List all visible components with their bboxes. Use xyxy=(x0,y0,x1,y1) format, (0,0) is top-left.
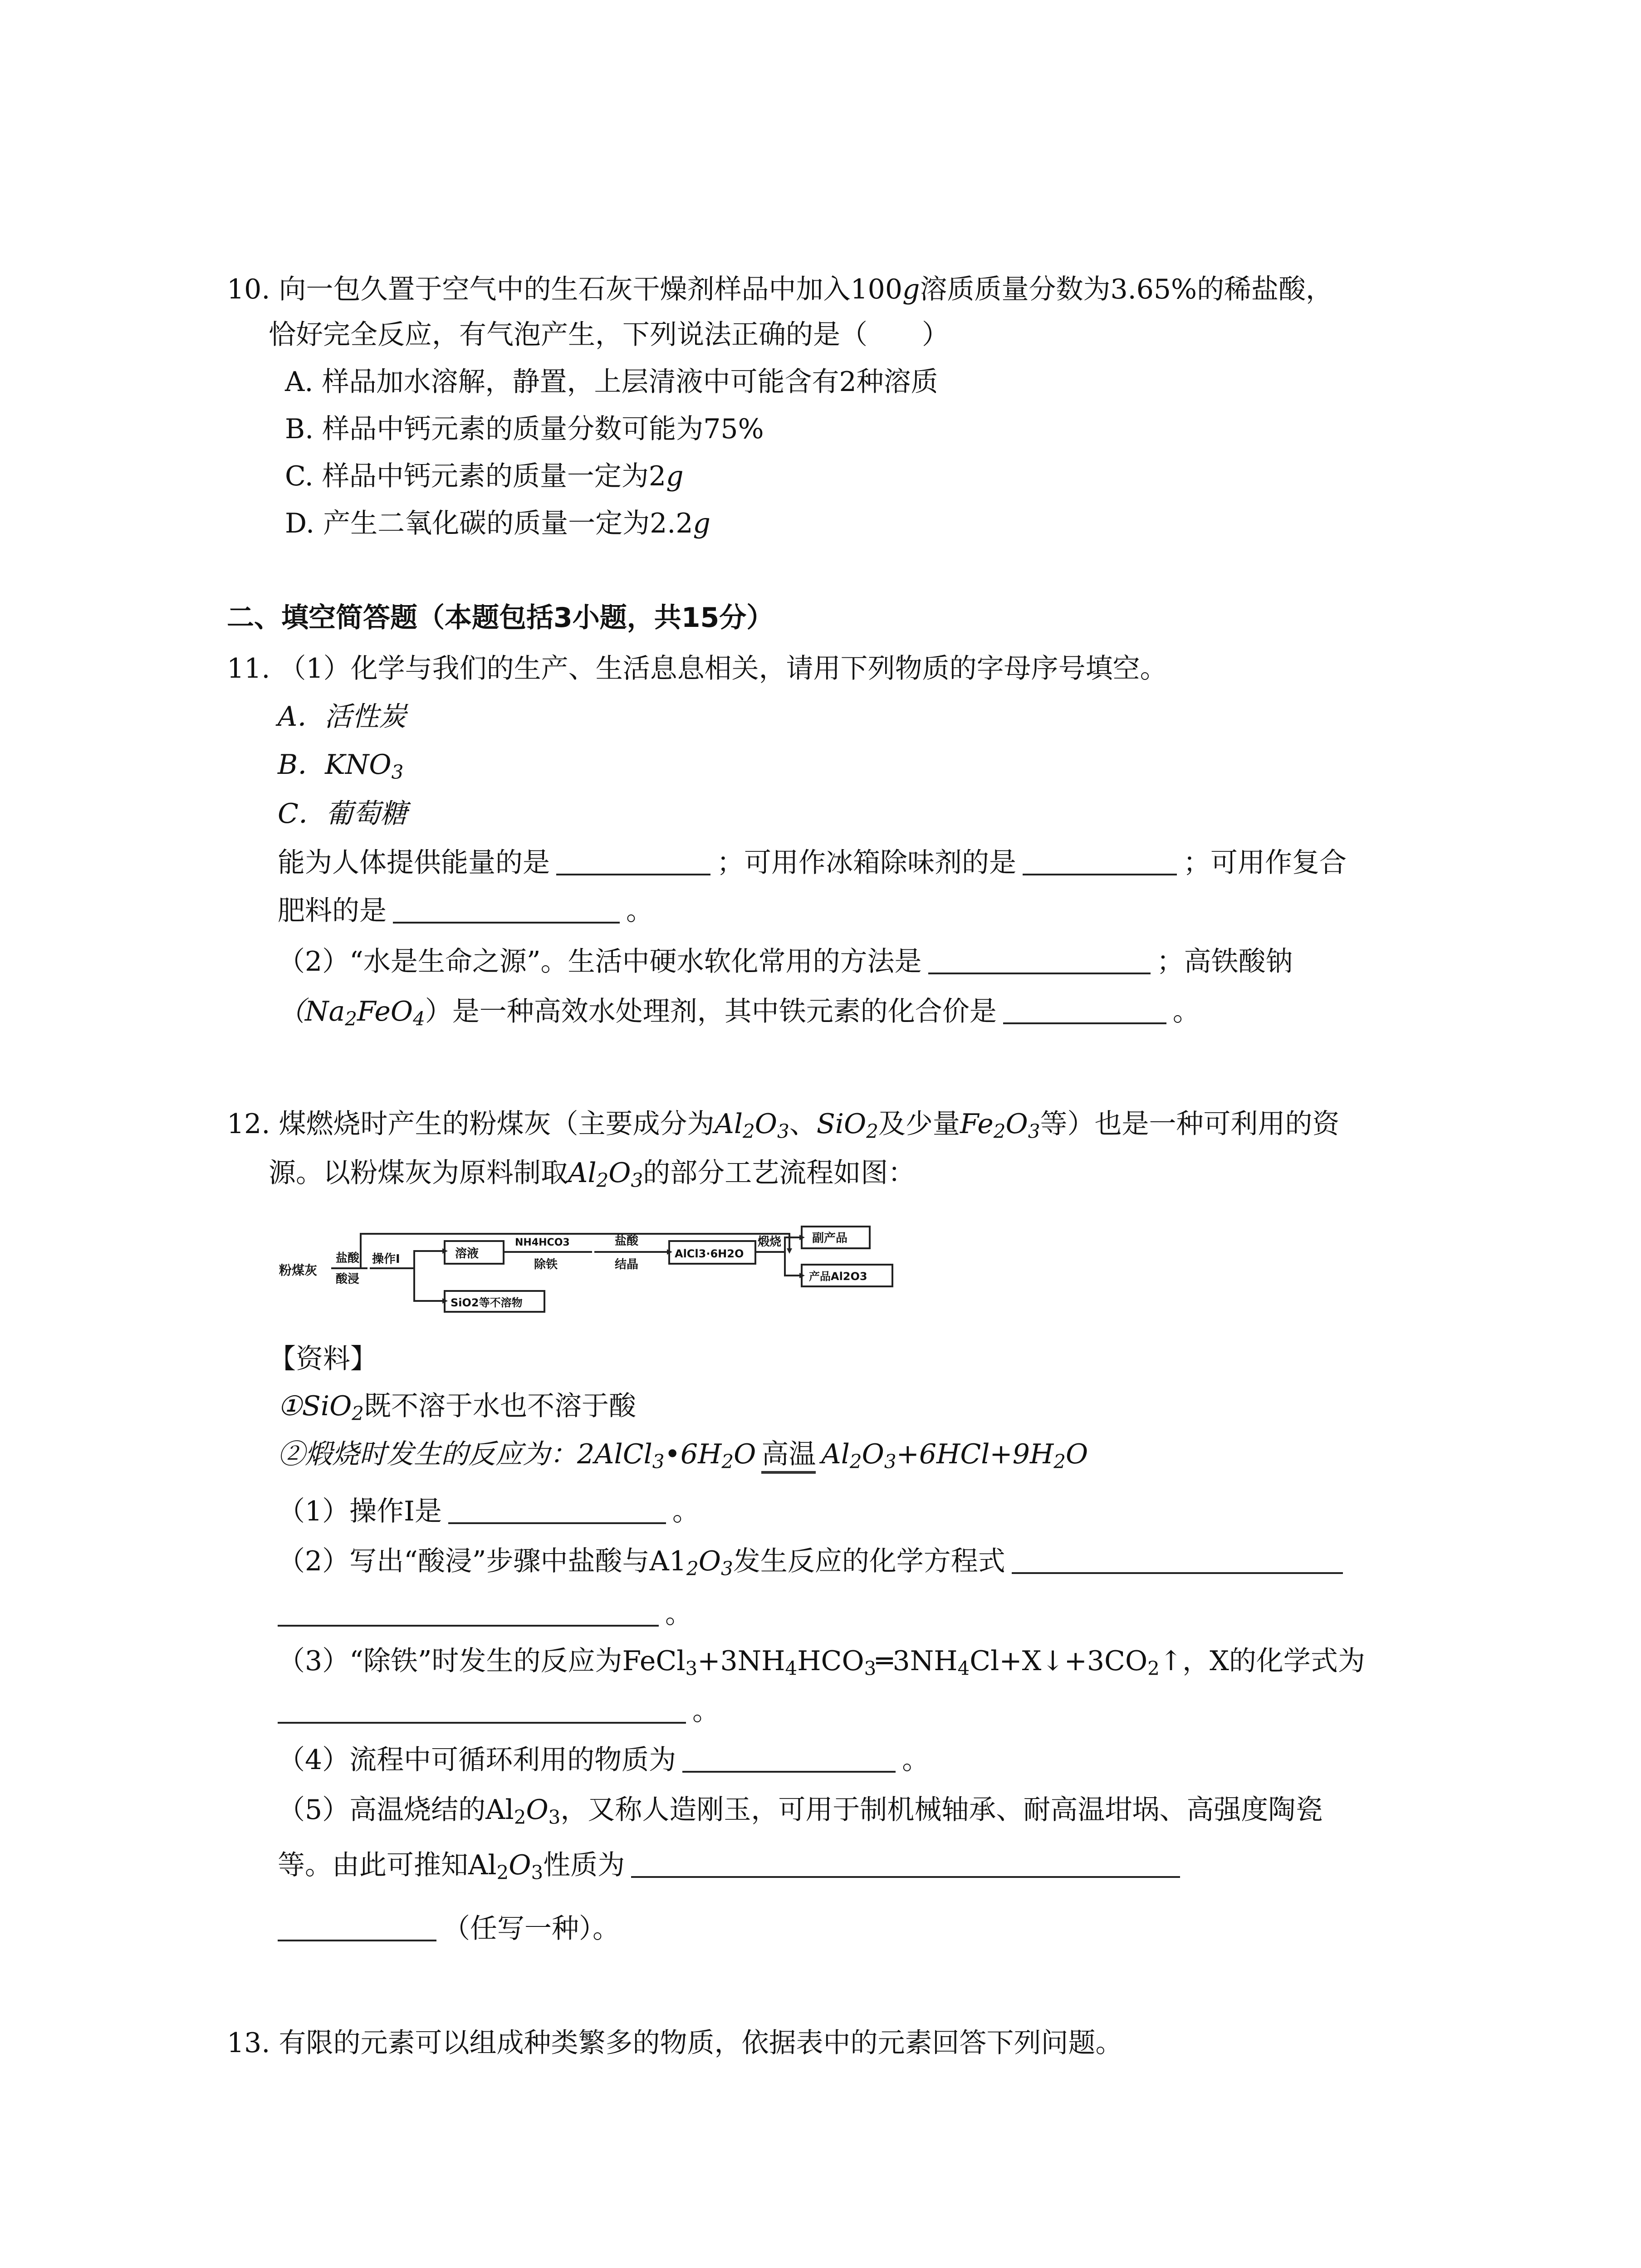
q10-line2: 恰好完全反应，有气泡产生，下列说法正确的是（ ） xyxy=(269,319,949,351)
q10-text3: 的稀盐酸， xyxy=(1197,274,1333,305)
q12-text4: 等）也是一种可利用的资 xyxy=(1040,1108,1340,1140)
s2-o: O xyxy=(698,1545,721,1577)
q12-sub5: （5）高温烧结的$Al_2O_3$，又称人造刚玉，可用于制机械轴承、耐高温坩埚、高强度陶瓷 xyxy=(278,1794,1323,1828)
answer-blank[interactable] xyxy=(1023,848,1177,875)
flow-fmh: 粉煤灰 xyxy=(279,1263,318,1278)
flow-rongye: 溶液 xyxy=(455,1247,479,1261)
s3-b: +3NH xyxy=(697,1645,785,1677)
q11-fill2-text: 肥料的是 xyxy=(278,895,387,927)
q12-text5: 源。以粉煤灰为原料制取 xyxy=(269,1157,568,1189)
q11-fill1-text: 能为人体提供能量的是 xyxy=(278,847,550,879)
flow-caozuo: 操作Ⅰ xyxy=(372,1252,400,1266)
q11-part2-text3: ）是一种高效水处理剂，其中铁元素的化合价是 xyxy=(425,996,997,1027)
q11-part2-text: （2）“水是生命之源”。生活中硬水软化常用的方法是 xyxy=(278,946,922,978)
s5-e: O xyxy=(509,1849,531,1881)
answer-blank[interactable] xyxy=(1012,1547,1343,1574)
s5-c: ，又称人造刚玉，可用于制机械轴承、耐高温坩埚、高强度陶瓷 xyxy=(560,1794,1323,1826)
q10-text: 10. 向一包久置于空气中的生石灰干燥剂样品中加入 xyxy=(227,274,851,305)
q10-option-d-unit: g xyxy=(693,508,710,539)
q10-option-b: B. 样品中钙元素的质量分数可能为75% xyxy=(285,413,764,445)
q11-fill-line1 xyxy=(278,847,1347,879)
answer-blank[interactable] xyxy=(556,848,710,875)
formula-al2o3: $Al_2O_3$ xyxy=(568,1157,643,1192)
q11-sub1: 2 xyxy=(345,1007,358,1030)
q11-line1: 11. （1）化学与我们的生产、生活息息相关，请用下列物质的字母序号填空。 xyxy=(227,653,1167,684)
answer-blank[interactable] xyxy=(278,1599,659,1627)
q10-option-c-text: C. 样品中钙元素的质量一定为2 xyxy=(285,460,666,492)
answer-blank[interactable] xyxy=(393,896,620,924)
q11-part2-text2: ；高铁酸钠 xyxy=(1156,946,1293,978)
z1-text: 既不溶于水也不溶于酸 xyxy=(364,1390,637,1422)
q12-text1: 12. 煤燃烧时产生的粉煤灰（主要成分为 xyxy=(227,1108,715,1140)
answer-blank[interactable] xyxy=(928,947,1151,974)
q13-line1: 13. 有限的元素可以组成种类繁多的物质，依据表中的元素回答下列问题。 xyxy=(227,2027,1123,2059)
answer-blank[interactable] xyxy=(682,1745,896,1773)
z2-a: ②煅烧时发生的反应为：2AlCl xyxy=(278,1438,652,1470)
z2-f: +6HCl+9H xyxy=(896,1438,1054,1470)
q11-fill1-text3: ；可用作复合 xyxy=(1183,847,1347,879)
s5-d: 等。由此可推知Al xyxy=(278,1849,497,1881)
q12-sub5-line3 xyxy=(278,1913,620,1945)
flow-sio2: SiO2等不溶物 xyxy=(451,1296,523,1309)
s3-a: （3）“除铁”时发生的反应为FeCl xyxy=(278,1645,686,1677)
s4-end: 。 xyxy=(902,1744,930,1776)
z2-e: O xyxy=(862,1438,884,1470)
s5-b: O xyxy=(526,1794,549,1826)
s2-end: 。 xyxy=(665,1598,692,1630)
q12-sub3-cont xyxy=(278,1696,720,1725)
q12-sub3: （3）“除铁”时发生的反应为$FeCl_3+3NH_4HCO_3═3NH_4Cl+X↓+3CO_2↑$，X的化学式为 xyxy=(278,1645,1365,1680)
s3-c: HCO xyxy=(797,1645,864,1677)
z2-b: •6H xyxy=(664,1438,722,1470)
q11-sub2: 4 xyxy=(413,1007,425,1030)
answer-blank[interactable] xyxy=(278,1914,436,1941)
flow-yansuan2: 盐酸 xyxy=(615,1234,639,1248)
section-title: 二、填空简答题（本题包括3小题，共15分） xyxy=(227,602,774,634)
flow-suanjin: 酸浸 xyxy=(336,1272,360,1286)
answer-blank[interactable] xyxy=(448,1497,666,1524)
z2-g: O xyxy=(1065,1438,1088,1470)
flow-fuchanpin: 副产品 xyxy=(812,1232,848,1245)
process-flow-diagram xyxy=(279,1225,901,1334)
formula-fe2o3: $Fe_2O_3$ xyxy=(960,1108,1040,1143)
q12-text3: 及少量 xyxy=(878,1108,960,1140)
q11-fill-line2 xyxy=(278,895,653,927)
q10-option-a: A. 样品加水溶解，静置，上层清液中可能含有2种溶质 xyxy=(285,366,938,398)
s5-f: 性质为 xyxy=(543,1849,625,1881)
q11-option-a: A．活性炭 xyxy=(278,701,407,733)
q11-part2-line2 xyxy=(278,996,1200,1030)
q10-percent: 3.65% xyxy=(1110,274,1197,305)
s1-text: （1）操作Ⅰ是 xyxy=(278,1496,442,1527)
s3-e: Cl+X↓+3CO xyxy=(970,1645,1148,1677)
s1-end: 。 xyxy=(672,1496,700,1527)
flow-jiejing: 结晶 xyxy=(615,1258,639,1271)
flow-nh4hco3: NH4HCO3 xyxy=(515,1237,570,1248)
formula-sio2: SiO$_2$ xyxy=(816,1108,878,1143)
flow-yansuan1: 盐酸 xyxy=(336,1251,360,1265)
flow-duanshao: 煅烧 xyxy=(758,1235,782,1249)
q11-option-b-text: B．KNO xyxy=(278,749,392,781)
q10-mass: 100 xyxy=(850,274,903,305)
z2-c: O xyxy=(734,1438,756,1470)
q12-line2 xyxy=(269,1157,916,1192)
z2-d: Al xyxy=(821,1438,850,1470)
z2-condition: 高温 xyxy=(761,1438,816,1474)
answer-blank[interactable] xyxy=(1003,997,1166,1024)
q11-part2-end: 。 xyxy=(1172,996,1200,1027)
z1-formula: ①SiO xyxy=(278,1390,352,1422)
q10-option-d xyxy=(285,510,710,537)
q12-sub5-line2: 等。由此可推知$Al_2O_3$性质为 xyxy=(278,1851,1186,1879)
q12-sub4 xyxy=(278,1745,929,1774)
z1-sub: 2 xyxy=(352,1402,364,1425)
s4-text: （4）流程中可循环利用的物质为 xyxy=(278,1744,676,1776)
q12-sub2: （2）写出“酸浸”步骤中盐酸与$A1_2O_3$发生反应的化学方程式 xyxy=(278,1547,1349,1575)
s5-a: （5）高温烧结的Al xyxy=(278,1794,514,1826)
q10-option-d-text: D. 产生二氧化碳的质量一定为2.2 xyxy=(285,508,693,539)
flow-alcl3: AlCl3·6H2O xyxy=(675,1247,744,1260)
q11-part2-line1 xyxy=(278,946,1293,978)
answer-blank[interactable] xyxy=(631,1851,1180,1878)
q10-option-c xyxy=(285,460,684,492)
q11-option-c: C．葡萄糖 xyxy=(278,798,407,830)
s3-d: ═3NH xyxy=(876,1645,958,1677)
s5-g: （任写一种）。 xyxy=(443,1913,620,1945)
ziliao-2: ②煅烧时发生的反应为：$2AlCl_3•6H_2O$ 高温 $Al_2O_3+6HCl+9H_2O$ xyxy=(278,1441,1088,1468)
q11-option-b xyxy=(278,749,404,783)
s2-text2: 发生反应的化学方程式 xyxy=(733,1545,1005,1577)
q10-line1 xyxy=(227,276,1333,303)
ziliao-title: 【资料】 xyxy=(269,1343,377,1375)
formula-al2o3: $Al_2O_3$ xyxy=(714,1108,789,1143)
q12-sub2-cont xyxy=(278,1599,692,1628)
ziliao-1 xyxy=(278,1390,637,1425)
q10-unit: g xyxy=(902,274,920,305)
flow-chutie: 除铁 xyxy=(534,1258,558,1271)
s3-f: ↑，X的化学式为 xyxy=(1159,1645,1365,1677)
s2-text: （2）写出“酸浸”步骤中盐酸与A1 xyxy=(278,1545,687,1577)
flow-chanpin: 产品Al2O3 xyxy=(809,1270,867,1283)
q12-text2: 、 xyxy=(789,1108,817,1140)
q12-sub1 xyxy=(278,1497,700,1525)
answer-blank[interactable] xyxy=(278,1696,686,1724)
q12-line1 xyxy=(227,1108,1340,1143)
q10-text2: 溶质质量分数为 xyxy=(920,274,1111,305)
q11-formula-na: （Na xyxy=(278,996,345,1027)
q11-option-b-sub: 3 xyxy=(391,761,404,783)
q10-option-c-unit: g xyxy=(666,460,684,492)
q12-text6: 的部分工艺流程如图： xyxy=(643,1157,916,1189)
q11-fill1-text2: ；可用作冰箱除味剂的是 xyxy=(717,847,1016,879)
q11-formula-feo: FeO xyxy=(357,996,413,1027)
q11-fill2-end: 。 xyxy=(626,895,653,927)
s3-end: 。 xyxy=(692,1695,720,1727)
